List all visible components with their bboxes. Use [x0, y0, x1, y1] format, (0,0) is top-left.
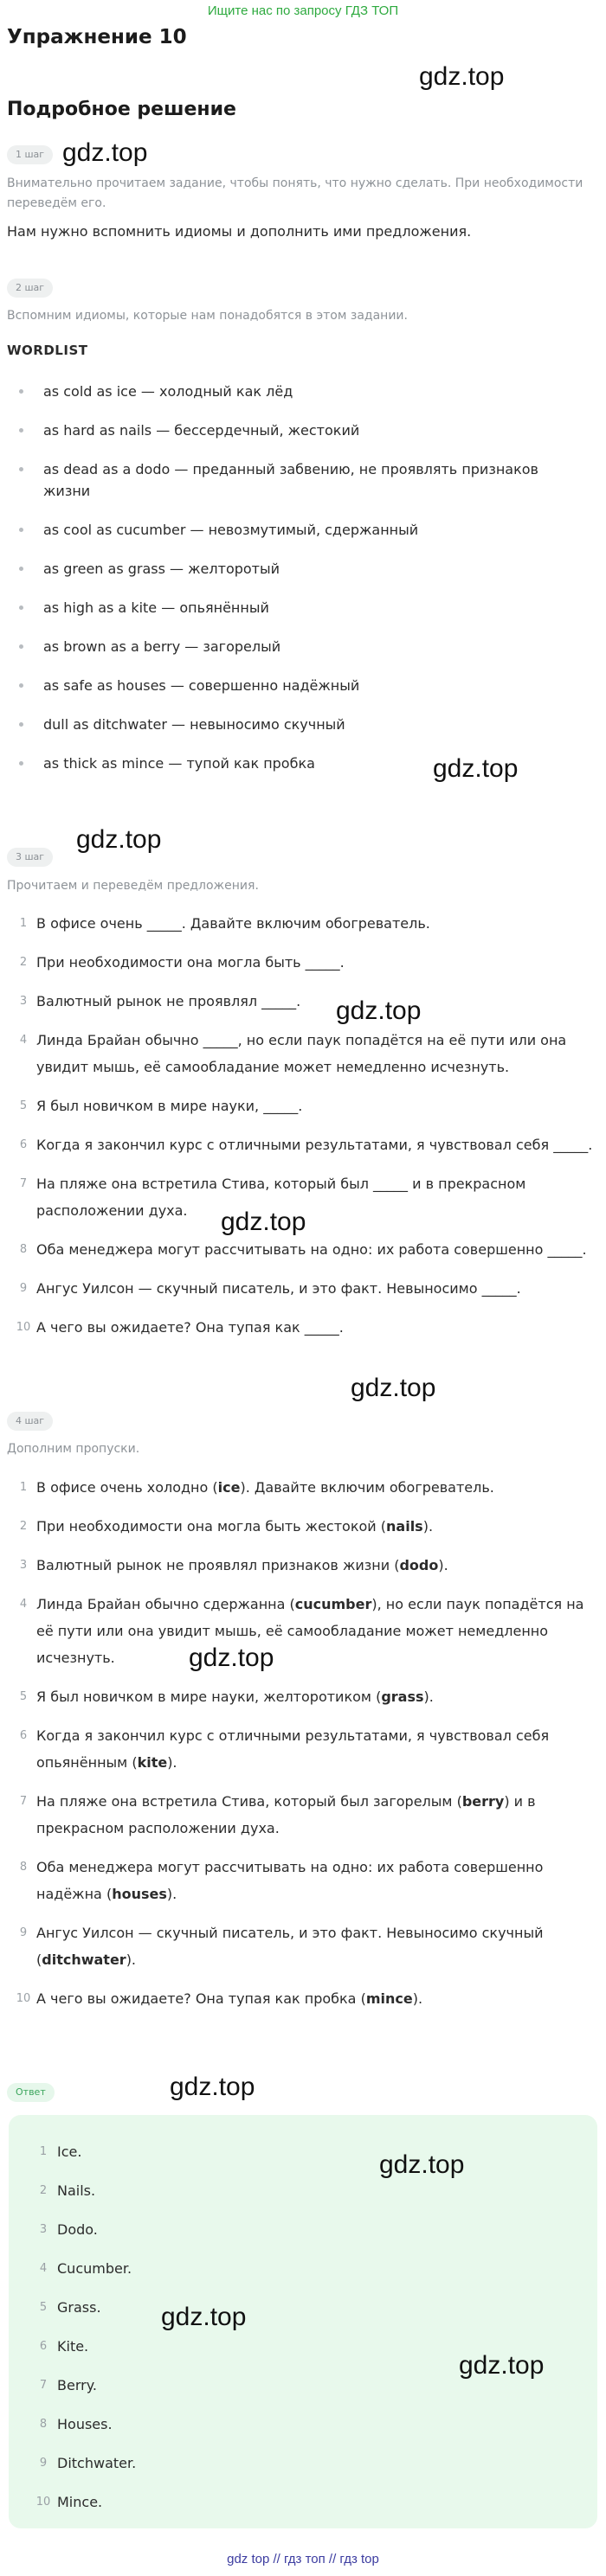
- sentence-text: Ангус Уилсон — скучный писатель, и это факт. Невыносимо _____.: [36, 1280, 521, 1297]
- item-number: 1: [19, 917, 28, 930]
- item-number: 8: [39, 2418, 48, 2431]
- answer-item: 6 Kite.: [26, 2336, 136, 2375]
- watermark: gdz.top: [62, 138, 148, 167]
- item-number: 10: [16, 1321, 31, 1334]
- item-number: 4: [39, 2262, 48, 2275]
- answer-badge: Ответ: [7, 2083, 55, 2102]
- wordlist-item: as cold as ice — холодный как лёд: [17, 381, 589, 402]
- sentence-item: [7, 1275, 599, 1302]
- wordlist-item: as cool as cucumber — невозмутимый, сдержанный: [17, 519, 589, 541]
- sentence-text: А чего вы ожидаете? Она тупая как _____.: [36, 1319, 344, 1336]
- item-number: 1: [19, 1481, 28, 1494]
- watermark: gdz.top: [221, 1208, 306, 1236]
- watermark: gdz.top: [161, 2303, 247, 2331]
- sentence-text: Оба менеджера могут рассчитывать на одно: их работа совершенно _____.: [36, 1241, 587, 1258]
- watermark: gdz.top: [379, 2150, 465, 2179]
- filled-item: 10 А чего вы ожидаете? Она тупая как пробка (mince).: [7, 1985, 599, 2012]
- item-number: 3: [39, 2223, 48, 2236]
- item-number: 9: [19, 1926, 28, 1939]
- sentence-text: Когда я закончил курс с отличными результатами, я чувствовал себя _____.: [36, 1137, 593, 1153]
- filled-item: 3 Валютный рынок не проявлял признаков жизни (dodo).: [7, 1552, 599, 1579]
- idiom-keyword: mince: [365, 1990, 413, 2007]
- item-number: 6: [19, 1138, 28, 1151]
- filled-item: 6 Когда я закончил курс с отличными результатами, я чувствовал себя опьянённым (kite).: [7, 1722, 599, 1776]
- item-number: 6: [39, 2340, 48, 2353]
- item-number: 7: [19, 1177, 28, 1190]
- watermark: gdz.top: [336, 996, 422, 1025]
- footer-links[interactable]: gdz top // гдз топ // гдз top: [227, 2552, 379, 2566]
- item-number: 10: [16, 1992, 31, 2005]
- answer-item: 7 Berry.: [26, 2375, 136, 2414]
- step-2-badge: 2 шаг: [7, 279, 53, 298]
- item-number: 5: [19, 1099, 28, 1112]
- item-number: 9: [19, 1282, 28, 1295]
- sentence-item: [7, 1027, 599, 1080]
- sentence-item: [7, 910, 599, 937]
- wordlist: [17, 381, 589, 791]
- sentence-item: [7, 949, 599, 976]
- item-number: 4: [19, 1598, 28, 1611]
- item-number: 7: [39, 2379, 48, 2392]
- filled-item: 8 Оба менеджера могут рассчитывать на одно: их работа совершенно надёжна (houses).: [7, 1854, 599, 1907]
- item-number: 1: [39, 2145, 48, 2158]
- sentence-text: Линда Брайан обычно _____, но если паук попадётся на её пути или она увидит мышь, её самообладание может немедленно исчезнуть.: [36, 1032, 567, 1075]
- step-3-note: Прочитаем и переведём предложения.: [7, 879, 259, 893]
- step-4-badge: 4 шаг: [7, 1412, 53, 1431]
- wordlist-item: as high as a kite — опьянённый: [17, 597, 589, 618]
- item-number: 4: [19, 1034, 28, 1047]
- idiom-keyword: ice: [217, 1479, 241, 1496]
- wordlist-item: as safe as houses — совершенно надёжный: [17, 675, 589, 696]
- wordlist-item: as dead as a dodo — преданный забвению, не проявлять признаков жизни: [17, 458, 563, 502]
- step-3-badge: 3 шаг: [7, 848, 53, 867]
- sentence-item: [7, 1236, 599, 1263]
- item-number: 8: [19, 1243, 28, 1256]
- step-4-note: Дополним пропуски.: [7, 1442, 140, 1456]
- idiom-keyword: berry: [461, 1793, 505, 1810]
- item-number: 3: [19, 995, 28, 1008]
- wordlist-item: as green as grass — желторотый: [17, 558, 589, 580]
- step-1-text: Нам нужно вспомнить идиомы и дополнить ими предложения.: [7, 223, 472, 240]
- idiom-keyword: houses: [112, 1886, 167, 1902]
- item-number: 9: [39, 2457, 48, 2470]
- sentence-item: [7, 1314, 599, 1341]
- filled-item: 5 Я был новичком в мире науки, желторотиком (grass).: [7, 1683, 599, 1710]
- sentence-text: Валютный рынок не проявлял _____.: [36, 993, 301, 1009]
- filled-item: 2 При необходимости она могла быть жестокой (nails).: [7, 1513, 599, 1540]
- item-number: 2: [39, 2184, 48, 2197]
- answer-item: 10 Mince.: [26, 2492, 136, 2531]
- sentence-text: В офисе очень _____. Давайте включим обогреватель.: [36, 915, 430, 932]
- answer-item: 8 Houses.: [26, 2414, 136, 2453]
- item-number: 6: [19, 1729, 28, 1742]
- step-1-badge: 1 шаг: [7, 145, 53, 164]
- item-number: 5: [39, 2301, 48, 2314]
- watermark: gdz.top: [419, 62, 505, 91]
- filled-item: 7 На пляже она встретила Стива, который был загорелым (berry) и в прекрасном расположении духа.: [7, 1788, 599, 1842]
- idiom-keyword: grass: [381, 1688, 424, 1705]
- sentence-text: Я был новичком в мире науки, _____.: [36, 1098, 303, 1114]
- solution-heading: Подробное решение: [7, 99, 236, 120]
- idiom-keyword: nails: [386, 1518, 423, 1535]
- watermark: gdz.top: [351, 1374, 436, 1402]
- filled-list: [7, 1474, 599, 2024]
- wordlist-item: dull as ditchwater — невыносимо скучный: [17, 714, 589, 735]
- filled-item: 9 Ангус Уилсон — скучный писатель, и это факт. Невыносимо скучный (ditchwater).: [7, 1919, 599, 1973]
- watermark: gdz.top: [76, 825, 162, 854]
- idiom-keyword: ditchwater: [42, 1951, 126, 1968]
- watermark: gdz.top: [189, 1644, 274, 1672]
- idiom-keyword: kite: [137, 1754, 168, 1771]
- answer-item: 5 Grass.: [26, 2297, 136, 2336]
- item-number: 2: [19, 956, 28, 969]
- watermark: gdz.top: [170, 2073, 255, 2101]
- answer-item: 1 Ice.: [26, 2142, 136, 2181]
- filled-item: 4 Линда Брайан обычно сдержанна (cucumber), но если паук попадётся на её пути или она увидит мышь, её самообладание может немедленно исчезнуть.: [7, 1591, 599, 1671]
- wordlist-title: WORDLIST: [7, 343, 88, 358]
- item-number: 2: [19, 1520, 28, 1533]
- wordlist-item: as thick as mince — тупой как пробка: [17, 753, 589, 774]
- sentences-list: [7, 910, 599, 1353]
- answer-item: 4 Cucumber.: [26, 2259, 136, 2297]
- item-number: 3: [19, 1559, 28, 1572]
- item-number: 8: [19, 1861, 28, 1874]
- answer-item: 3 Dodo.: [26, 2220, 136, 2259]
- sentence-text: При необходимости она могла быть _____.: [36, 954, 345, 971]
- item-number: 10: [35, 2496, 51, 2509]
- item-number: 7: [19, 1795, 28, 1808]
- filled-item: 1 В офисе очень холодно (ice). Давайте включим обогреватель.: [7, 1474, 599, 1501]
- wordlist-item: as hard as nails — бессердечный, жестокий: [17, 420, 589, 441]
- wordlist-item: as brown as a berry — загорелый: [17, 636, 589, 657]
- sentence-item: [7, 1093, 599, 1119]
- step-1-note: Внимательно прочитаем задание, чтобы понять, что нужно сделать. При необходимости переведём его.: [7, 176, 583, 210]
- watermark: gdz.top: [459, 2351, 545, 2380]
- page-title: Упражнение 10: [7, 26, 187, 48]
- answer-list: [26, 2142, 136, 2531]
- sentence-item: [7, 988, 599, 1015]
- step-2-note: Вспомним идиомы, которые нам понадобятся в этом задании.: [7, 309, 408, 323]
- answer-item: 2 Nails.: [26, 2181, 136, 2220]
- idiom-keyword: dodo: [399, 1557, 439, 1573]
- item-number: 5: [19, 1690, 28, 1703]
- sentence-item: [7, 1131, 599, 1158]
- watermark: gdz.top: [433, 754, 519, 783]
- idiom-keyword: cucumber: [294, 1596, 372, 1612]
- sentence-text: На пляже она встретила Стива, который был _____ и в прекрасном расположении духа.: [36, 1176, 526, 1219]
- answer-item: 9 Ditchwater.: [26, 2453, 136, 2492]
- top-banner[interactable]: Ищите нас по запросу ГДЗ ТОП: [207, 3, 399, 18]
